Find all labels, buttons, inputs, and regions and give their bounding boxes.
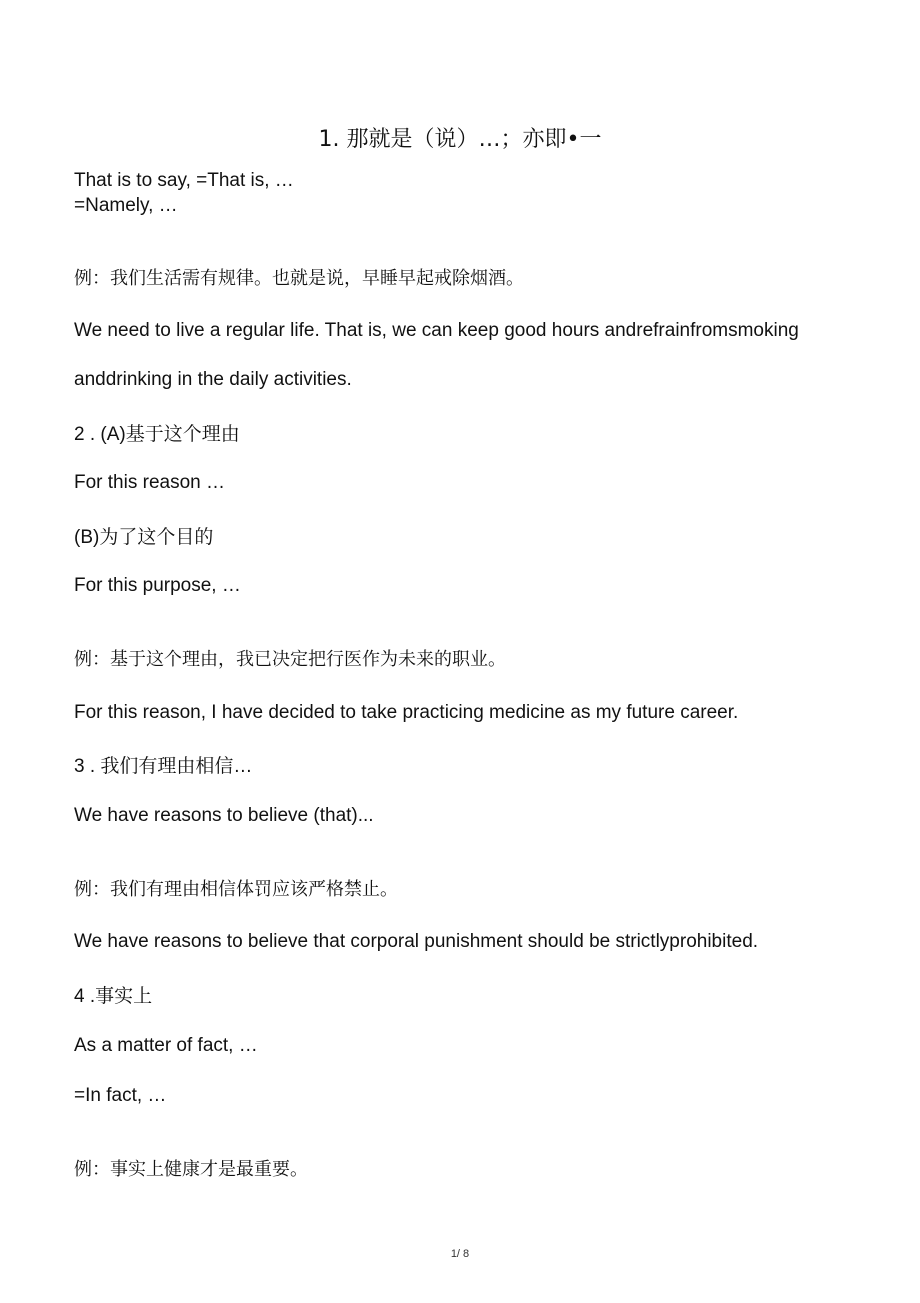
page-number: 1/ 8 [450, 1248, 470, 1260]
section-heading-1: 1. 那就是（说）…；亦即•一 [318, 127, 602, 152]
example-en: We have reasons to believe that corporal punishment should be strictlyprohibited. [74, 931, 759, 952]
section-heading-3: 3 . 我们有理由相信… [74, 756, 253, 777]
example-en: We need to live a regular life. That is, we can keep good hours andrefrainfromsmoking [74, 320, 799, 341]
section-heading-4: 4 .事实上 [74, 986, 153, 1007]
example-cn: 例：我们有理由相信体罚应该严格禁止。 [74, 879, 398, 900]
phrase-line: For this purpose, … [74, 575, 241, 596]
subsection-heading: (B)为了这个目的 [74, 527, 214, 548]
phrase-line: We have reasons to believe (that)... [74, 805, 374, 826]
phrase-line: =Namely, … [74, 195, 178, 216]
section-heading-2: 2 . (A)基于这个理由 [74, 424, 240, 445]
example-cn: 例：我们生活需有规律。也就是说，早睡早起戒除烟酒。 [74, 268, 524, 289]
phrase-line: For this reason … [74, 472, 225, 493]
example-cn: 例：事实上健康才是最重要。 [74, 1159, 308, 1180]
example-cn: 例：基于这个理由，我已决定把行医作为未来的职业。 [74, 649, 506, 670]
phrase-line: That is to say, =That is, … [74, 170, 294, 191]
example-en: anddrinking in the daily activities. [74, 369, 352, 390]
phrase-line: As a matter of fact, … [74, 1035, 258, 1056]
example-en: For this reason, I have decided to take practicing medicine as my future career. [74, 702, 739, 723]
phrase-line: =In fact, … [74, 1085, 167, 1106]
